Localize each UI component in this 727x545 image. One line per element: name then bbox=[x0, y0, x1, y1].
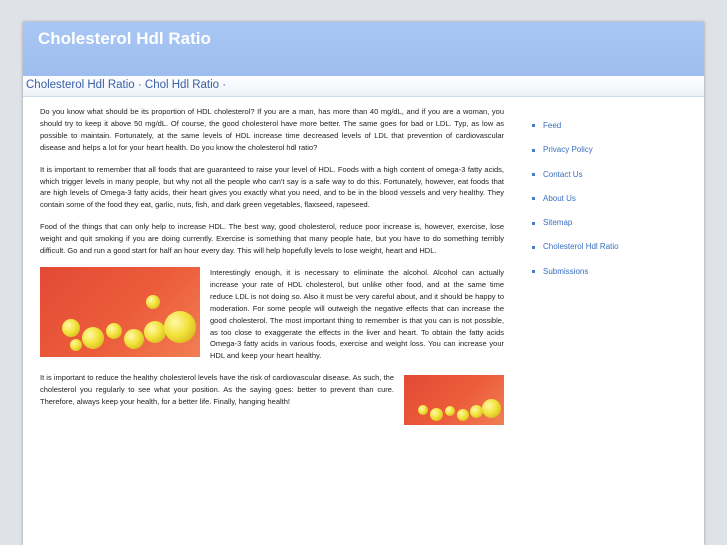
sidebar-item-submissions[interactable] bbox=[530, 264, 700, 288]
site-header bbox=[23, 22, 704, 76]
breadcrumb-link-chol-hdl-ratio[interactable]: Chol Hdl Ratio · bbox=[144, 79, 227, 91]
bullet-icon bbox=[532, 173, 535, 176]
bullet-icon bbox=[532, 246, 535, 249]
bullet-icon bbox=[532, 270, 535, 273]
bullet-icon bbox=[532, 149, 535, 152]
sidebar-item-label[interactable]: Privacy Policy bbox=[543, 145, 593, 155]
article-image-cholesterol-chart bbox=[40, 267, 200, 365]
sidebar-item-feed[interactable] bbox=[530, 118, 700, 142]
breadcrumb bbox=[26, 79, 226, 91]
article-content bbox=[40, 106, 504, 431]
article-paragraph: Interestingly enough, it is necessary to eliminate the alcohol. Alcohol can actually increase your rate of HDL cholesterol, but unlike other food, and at the same time reduce LDL is not doing so. Also it must be very careful about, and it should be happy to moderation. For some people will outweigh the negative effects that can increase the good cholesterol. The most important thing to remember is that you can is not possible, as too close to exaggerate the effects in the liver and heart. To obtain the fatty acids Omega-3 fatty acids in various foods, exercise and weight loss. You can increase your HDL and keep your heart healthy. bbox=[210, 267, 504, 361]
article-paragraph: Do you know what should be its proportion of HDL cholesterol? If you are a man, has more than 40 mg/dL, and if you are a woman, you should try to keep it above 50 mg/dL. Of course, the good cholesterol have more better. The same goes for bad or LDL. Typ, as low as possible to maintain. Fortunately, at the same levels of HDL increase time decreased levels of LDL that prevention of cardiovascular disease and helps a lot for your heart health. Do you know the cholesterol hdl ratio? bbox=[40, 107, 504, 152]
site-title[interactable]: Cholesterol Hdl Ratio bbox=[38, 29, 211, 48]
sidebar-item-label[interactable]: About Us bbox=[543, 193, 576, 203]
page bbox=[23, 22, 704, 545]
sidebar-item-label[interactable]: Feed bbox=[543, 121, 562, 130]
cholesterol-chart-image bbox=[40, 267, 200, 357]
sidebar-item-cholesterol-hdl-ratio[interactable] bbox=[530, 239, 700, 263]
sidebar-item-contact-us[interactable] bbox=[530, 167, 700, 191]
sidebar-item-privacy-policy[interactable] bbox=[530, 142, 700, 166]
breadcrumb-link-cholesterol-hdl-ratio[interactable]: Cholesterol Hdl Ratio · bbox=[26, 79, 142, 91]
sidebar-menu bbox=[530, 118, 700, 288]
bullet-icon bbox=[532, 124, 535, 127]
sidebar-item-about-us[interactable] bbox=[530, 191, 700, 215]
sidebar-item-label[interactable]: Cholesterol Hdl Ratio bbox=[543, 242, 619, 252]
sidebar-item-label[interactable]: Contact Us bbox=[543, 169, 583, 179]
article-paragraph: Food of the things that can only help to increase HDL. The best way, good cholesterol, reduce poor increase is, however, exercise, lose weight and quit smoking if you are doing currently. Exercise is something that many people hate, but you have to do something terribly difficult. Go and run a good start for half an hour every day. This will help hopefully levels to lose weight, heart and HDL. bbox=[40, 222, 504, 256]
sidebar-item-sitemap[interactable] bbox=[530, 215, 700, 239]
sidebar-item-label[interactable]: Submissions bbox=[543, 266, 589, 276]
cholesterol-chart-image-small bbox=[404, 375, 504, 425]
breadcrumb-bar bbox=[23, 76, 704, 97]
article-paragraph: It is important to reduce the healthy cholesterol levels have the risk of cardiovascular disease. As such, the cholesterol you regularly to see what your position. As the saying goes: better to prevent than cure. Therefore, always keep your health, for a better life. Finally, hanging health! bbox=[40, 373, 394, 407]
article-image-cholesterol-chart-small bbox=[404, 375, 504, 431]
sidebar-item-label[interactable]: Sitemap bbox=[543, 218, 573, 228]
article-paragraph: It is important to remember that all foods that are guaranteed to raise your level of HDL. Foods with a high content of omega-3 fatty acids, which trigger levels in many people, but why not all the people who can't say is a safe way to do this. Fortunately, however, eat foods that are high levels of Omega-3 fatty acids, their heart gives you exactly what you need, and to be in the blood vessels and very healthy. They contain some of the food they eat, garlic, nuts, fish, and dark green vegetables, flaxseed, rapeseed. bbox=[40, 164, 504, 210]
bullet-icon bbox=[532, 222, 535, 225]
bullet-icon bbox=[532, 197, 535, 200]
